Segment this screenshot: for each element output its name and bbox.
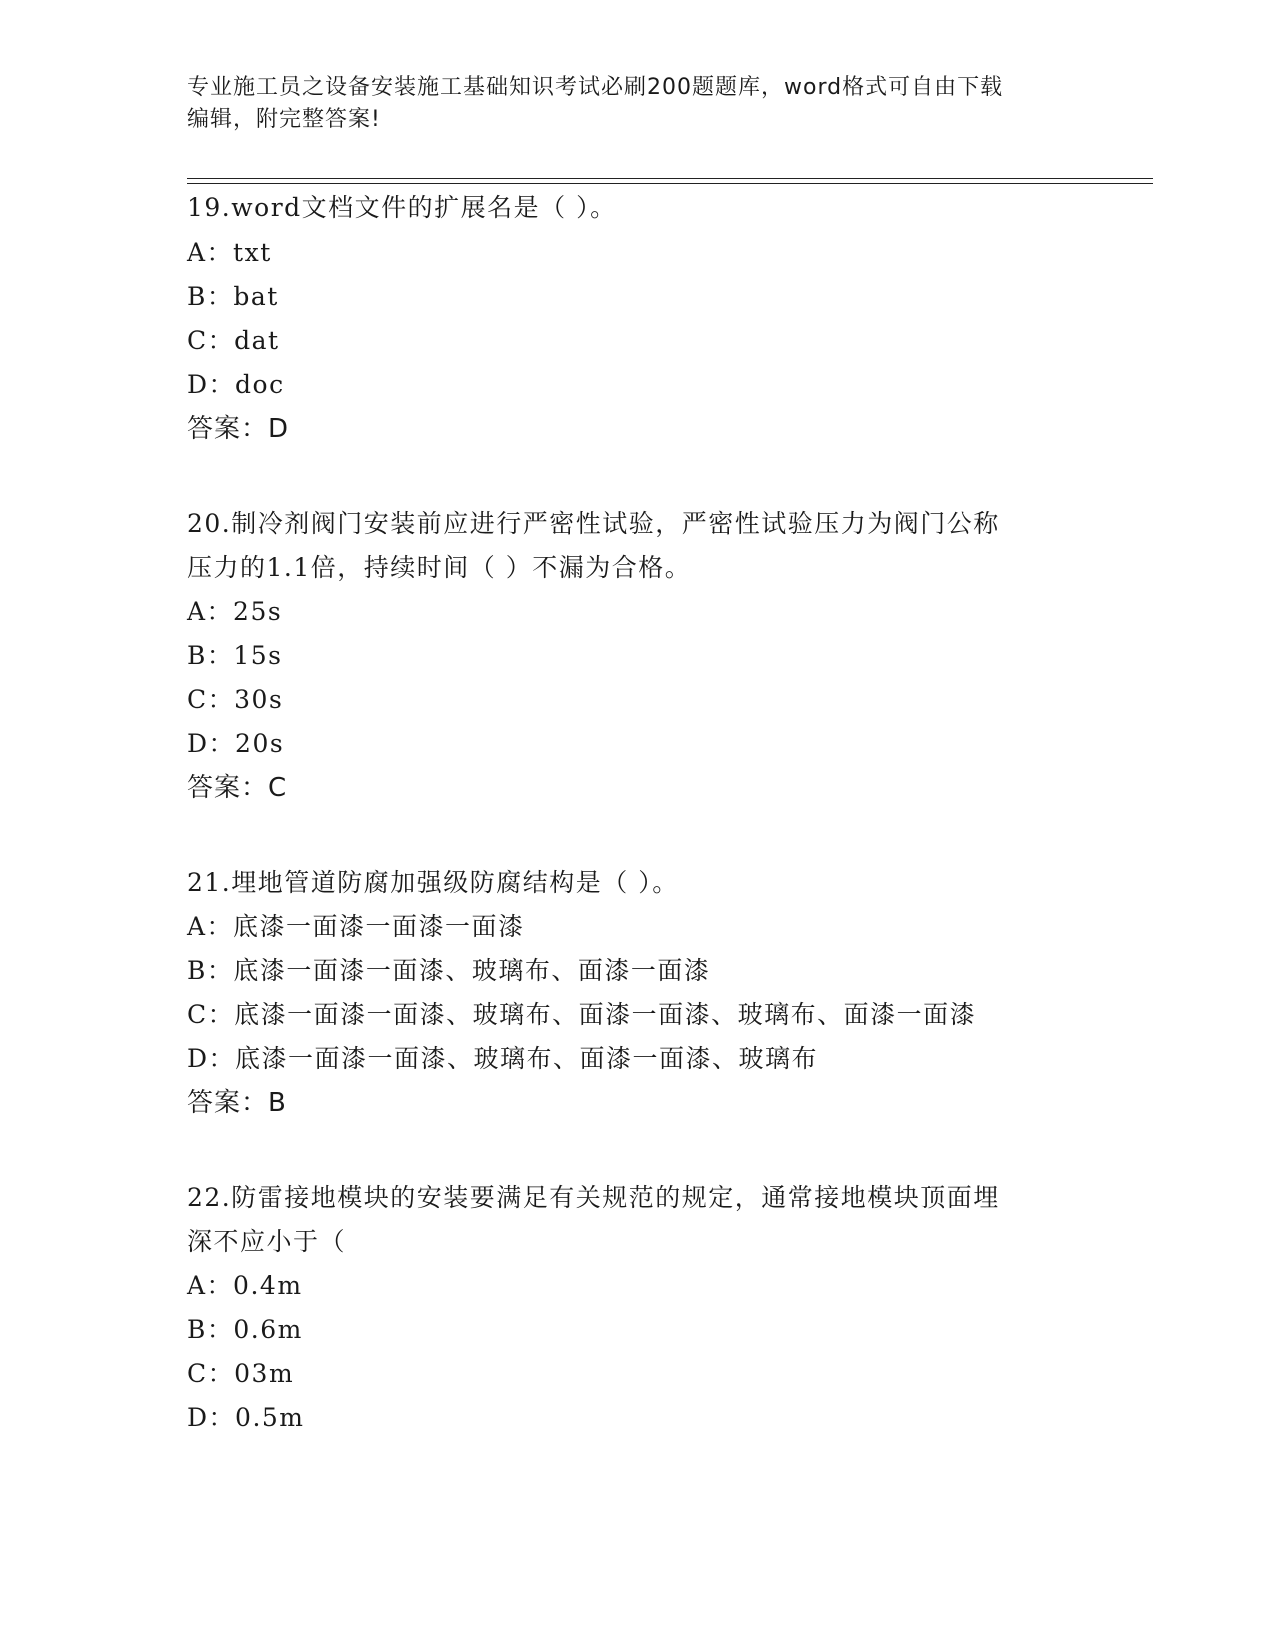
- question-22-option-a: A：0.4m: [187, 1271, 303, 1300]
- question-21-answer: 答案：B: [187, 1088, 287, 1118]
- question-19-stem: 19.word文档文件的扩展名是（ ）。: [187, 193, 617, 222]
- question-19-option-c: C：dat: [187, 326, 280, 355]
- question-20-stem-line-2: 压力的1.1倍，持续时间（ ）不漏为合格。: [187, 553, 692, 582]
- question-21-option-d: D：底漆一面漆一面漆、玻璃布、面漆一面漆、玻璃布: [187, 1044, 819, 1073]
- question-20-option-d: D：20s: [187, 729, 285, 758]
- question-20-option-c: C：30s: [187, 685, 284, 714]
- header-divider-top: [187, 178, 1153, 179]
- question-22-option-b: B：0.6m: [187, 1315, 303, 1344]
- question-20-option-b: B：15s: [187, 641, 283, 670]
- question-20-stem-line-1: 20.制冷剂阀门安装前应进行严密性试验，严密性试验压力为阀门公称: [187, 509, 1000, 538]
- question-22-stem-line-2: 深不应小于（: [187, 1227, 347, 1256]
- header-line-2: 编辑，附完整答案!: [187, 107, 381, 132]
- question-21-option-a: A：底漆一面漆一面漆一面漆: [187, 912, 525, 941]
- document-header: [187, 72, 1067, 136]
- question-20-answer: 答案：C: [187, 773, 288, 803]
- question-19-option-d: D：doc: [187, 370, 285, 399]
- question-21-stem: 21.埋地管道防腐加强级防腐结构是（ ）。: [187, 868, 679, 897]
- question-20-option-a: A：25s: [187, 597, 283, 626]
- header-divider-bottom: [187, 183, 1153, 184]
- question-21-option-b: B：底漆一面漆一面漆、玻璃布、面漆一面漆: [187, 956, 711, 985]
- header-line-1: 专业施工员之设备安装施工基础知识考试必刷200题题库，word格式可自由下载: [187, 75, 1004, 100]
- question-22-option-d: D：0.5m: [187, 1403, 305, 1432]
- question-22-option-c: C：03m: [187, 1359, 295, 1388]
- question-19-option-b: B：bat: [187, 282, 279, 311]
- question-19-answer: 答案：D: [187, 414, 290, 444]
- question-21-option-c: C：底漆一面漆一面漆、玻璃布、面漆一面漆、玻璃布、面漆一面漆: [187, 1000, 977, 1029]
- question-19-option-a: A：txt: [187, 238, 272, 267]
- question-22-stem-line-1: 22.防雷接地模块的安装要满足有关规范的规定，通常接地模块顶面埋: [187, 1183, 1000, 1212]
